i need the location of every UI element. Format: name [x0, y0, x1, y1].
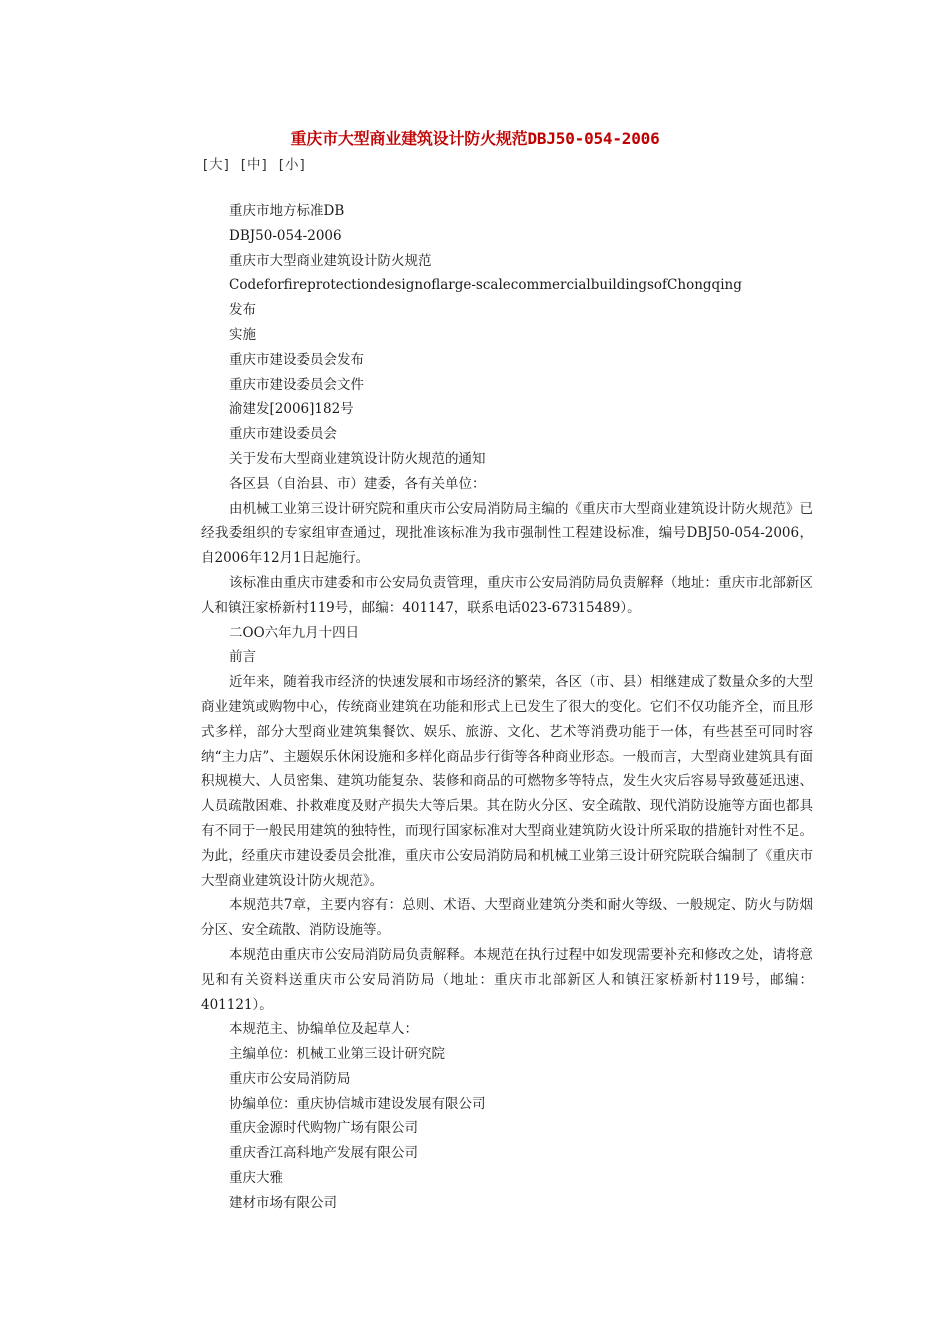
date-line: 二OO六年九月十四日: [229, 624, 360, 641]
co-editor-line-4: 重庆大雅: [229, 1170, 283, 1187]
font-size-medium-link[interactable]: [中]: [238, 157, 269, 173]
co-editor-line-3: 重庆香江高科地产发展有限公司: [229, 1145, 418, 1162]
standard-type-line: 重庆市地方标准DB: [229, 203, 345, 219]
chief-editor-line: 主编单位：机械工业第三设计研究院: [229, 1046, 445, 1063]
publish-line: 发布: [229, 302, 256, 319]
font-size-small-link[interactable]: [小]: [276, 157, 307, 173]
font-size-links: [201, 153, 307, 173]
document-body: [201, 199, 813, 1216]
document-title: 重庆市大型商业建筑设计防火规范DBJ50-054-2006: [290, 129, 660, 148]
chapters-paragraph: 本规范共7章，主要内容有：总则、术语、大型商业建筑分类和耐火等级、一般规定、防火与防烟分区、安全疏散、消防设施等。: [201, 897, 813, 939]
committee-line: 重庆市建设委员会: [229, 426, 337, 443]
co-editor-line-5: 建材市场有限公司: [229, 1194, 337, 1211]
english-title-line: Codeforfireprotectiondesignoflarge-scalecommercialbuildingsofChongqing: [229, 277, 742, 294]
font-size-large-link[interactable]: [大]: [201, 157, 231, 173]
interpretation-paragraph: 本规范由重庆市公安局消防局负责解释。本规范在执行过程中如发现需要补充和修改之处，请将意见和有关资料送重庆市公安局消防局（地址：重庆市北部新区人和镇汪家桥新村119号，邮编：401121）。: [201, 946, 813, 1013]
management-paragraph: 该标准由重庆市建委和市公安局负责管理，重庆市公安局消防局负责解释（地址：重庆市北部新区人和镇汪家桥新村119号，邮编：401147，联系电话023-67315489）。: [201, 574, 813, 616]
addressee-line: 各区县（自治县、市）建委，各有关单位：: [229, 475, 486, 492]
issuer-line: 重庆市建设委员会发布: [229, 351, 364, 368]
standard-number-line: DBJ50-054-2006: [229, 227, 342, 244]
approval-paragraph: 由机械工业第三设计研究院和重庆市公安局消防局主编的《重庆市大型商业建筑设计防火规范》已经我委组织的专家组审查通过，现批准该标准为我市强制性工程建设标准，编号DBJ50-054-2006，自2006年12月1日起施行。: [201, 500, 813, 567]
co-editor-line-2: 重庆金源时代购物广场有限公司: [229, 1120, 418, 1137]
co-editor-line: 协编单位：重庆协信城市建设发展有限公司: [229, 1095, 486, 1112]
fire-bureau-line: 重庆市公安局消防局: [229, 1070, 351, 1087]
document-number-line: 渝建发[2006]182号: [229, 401, 354, 418]
preface-paragraph: 近年来，随着我市经济的快速发展和市场经济的繁荣，各区（市、县）相继建成了数量众多的大型商业建筑或购物中心，传统商业建筑在功能和形式上已发生了很大的变化。它们不仅功能齐全，而且形式多样，部分大型商业建筑集餐饮、娱乐、旅游、文化、艺术等消费功能于一体，有些甚至可同时容纳“主力店”、主题娱乐休闲设施和多样化商品步行街等各种商业形态。一般而言，大型商业建筑具有面积规模大、人员密集、建筑功能复杂、装修和商品的可燃物多等特点，发生火灾后容易导致蔓延迅速、人员疏散困难、扑救难度及财产损失大等后果。其在防火分区、安全疏散、现代消防设施等方面也都具有不同于一般民用建筑的独特性，而现行国家标准对大型商业建筑防火设计所采取的措施针对性不足。为此，经重庆市建设委员会批准，重庆市公安局消防局和机械工业第三设计研究院联合编制了《重庆市大型商业建筑设计防火规范》。: [201, 674, 813, 889]
notice-title-line: 关于发布大型商业建筑设计防火规范的通知: [229, 450, 486, 467]
document-header-line: 重庆市建设委员会文件: [229, 376, 364, 393]
drafters-heading: 本规范主、协编单位及起草人：: [229, 1021, 418, 1038]
preface-heading: 前言: [229, 649, 256, 666]
implement-line: 实施: [229, 326, 256, 343]
standard-name-line: 重庆市大型商业建筑设计防火规范: [229, 252, 432, 269]
